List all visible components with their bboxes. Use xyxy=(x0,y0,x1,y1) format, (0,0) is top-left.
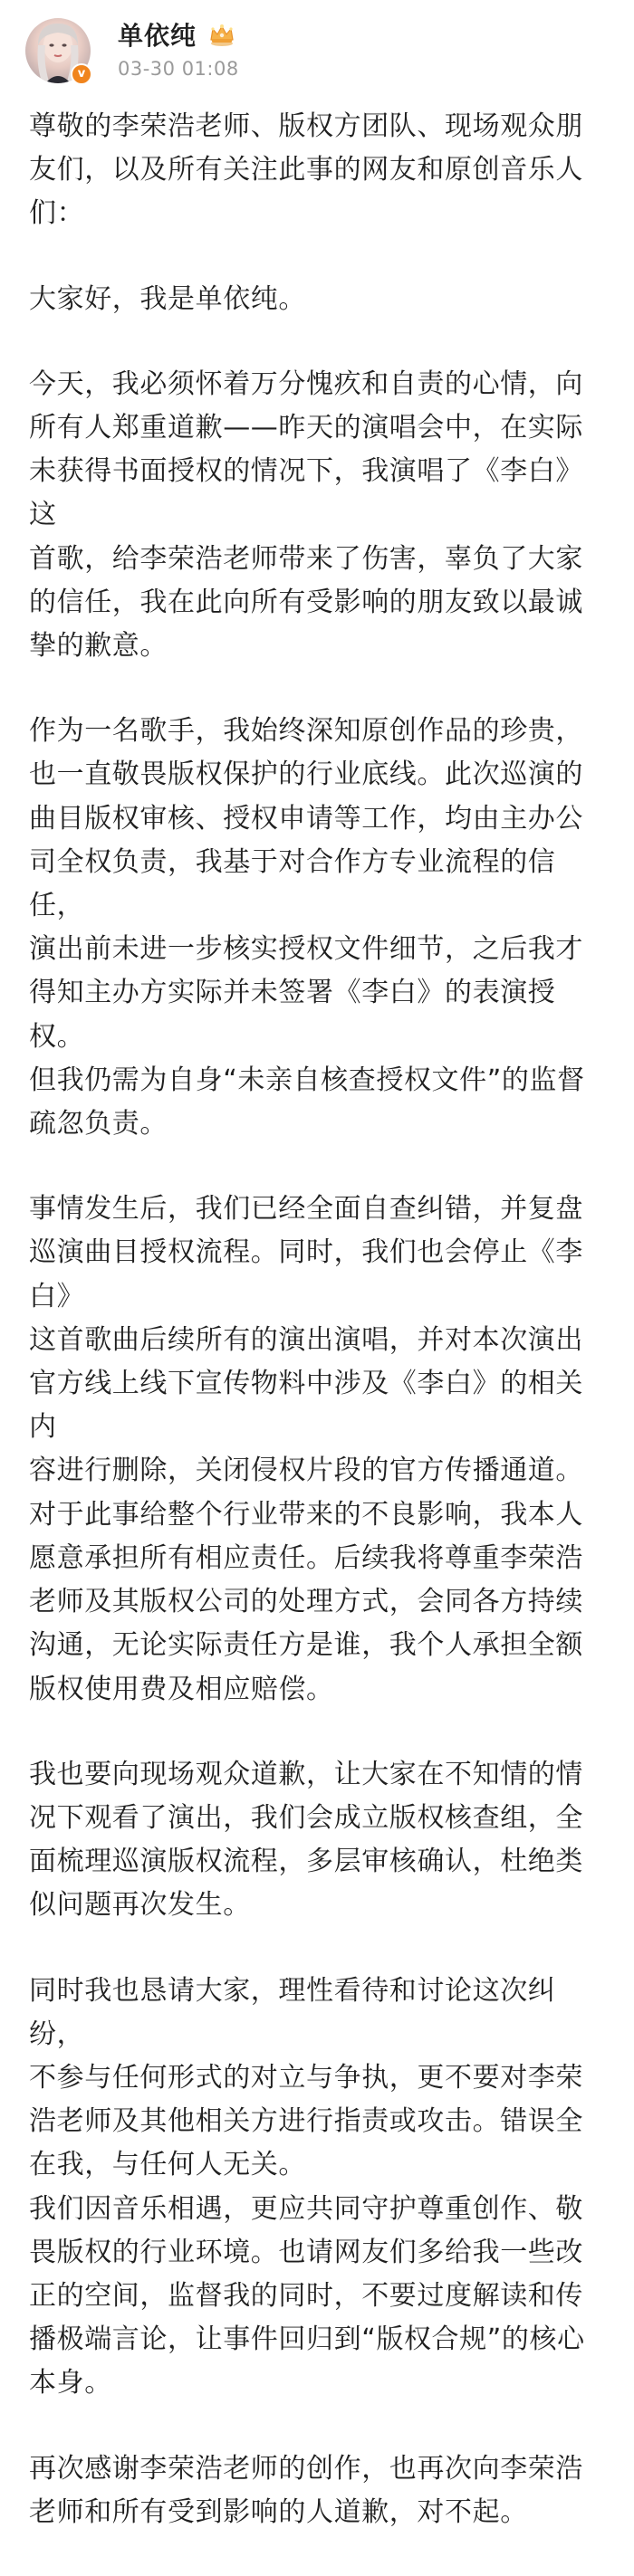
paragraph-intro: 大家好，我是单依纯。 xyxy=(29,282,306,315)
crown-badge-icon[interactable] xyxy=(207,22,236,47)
post-timestamp: 03-30 01:08 xyxy=(118,58,239,80)
paragraph-greeting: 尊敬的李荣浩老师、版权方团队、现场观众朋 友们，以及所有关注此事的网友和原创音乐人 们： xyxy=(29,110,583,230)
verified-v-icon xyxy=(71,63,92,85)
paragraph-audience-apology: 我也要向现场观众道歉，让大家在不知情的情 况下观看了演出，我们会成立版权核查组，全 面梳理巡演版权流程，多层审核确认，杜绝类 似问题再次发生。 xyxy=(29,1758,583,1922)
paragraph-apology: 今天，我必须怀着万分愧疚和自责的心情，向 所有人郑重道歉——昨天的演唱会中，在实际 未获得书面授权的情况下，我演唱了《李白》这 首歌，给李荣浩老师带来了伤害，辜负了大家 的信任，我在此向所有受影响的朋友致以最诚 挚的歉意。 xyxy=(29,367,583,663)
paragraph-explanation: 作为一名歌手，我始终深知原创作品的珍贵， 也一直敬畏版权保护的行业底线。此次巡演的 曲目版权审核、授权申请等工作，均由主办公 司全权负责，我基于对合作方专业流程的信任， 演出前未进一步核实授权文件细节，之后我才 得知主办方实际并未签署《李白》的表演授权。 但我仍需为自身“未亲自核查授权文件”的监督 疏忽负责。 xyxy=(29,715,585,1140)
username[interactable]: 单依纯 xyxy=(118,21,197,51)
paragraph-request: 同时我也恳请大家，理性看待和讨论这次纠纷， 不参与任何形式的对立与争执，更不要对李荣 浩老师及其他相关方进行指责或攻击。错误全 在我，与任何人无关。 xyxy=(29,1974,583,2181)
username-row xyxy=(118,18,236,51)
paragraph-environment: 我们因音乐相遇，更应共同守护尊重创作、敬 畏版权的行业环境。也请网友们多给我一些改 正的空间，监督我的同时，不要过度解读和传 播极端言论，让事件回归到“版权合规”的核心 本身。 xyxy=(29,2192,585,2399)
post-body xyxy=(29,105,609,2576)
paragraph-closing: 再次感谢李荣浩老师的创作，也再次向李荣浩 老师和所有受到影响的人道歉，对不起。 xyxy=(29,2452,583,2528)
post-header xyxy=(0,0,634,91)
verified-badge-letter: v xyxy=(77,67,86,81)
paragraph-actions: 事情发生后，我们已经全面自查纠错，并复盘 巡演曲目授权流程。同时，我们也会停止《李白》 这首歌曲后续所有的演出演唱，并对本次演出 官方线上线下宣传物料中涉及《李白》的相关内 容进行删除，关闭侵权片段的官方传播通道。 对于此事给整个行业带来的不良影响，我本人 愿意承担所有相应责任。后续我将尊重李荣浩 老师及其版权公司的处理方式，会同各方持续 沟通，无论实际责任方是谁，我个人承担全额 版权使用费及相应赔偿。 xyxy=(29,1193,583,1705)
